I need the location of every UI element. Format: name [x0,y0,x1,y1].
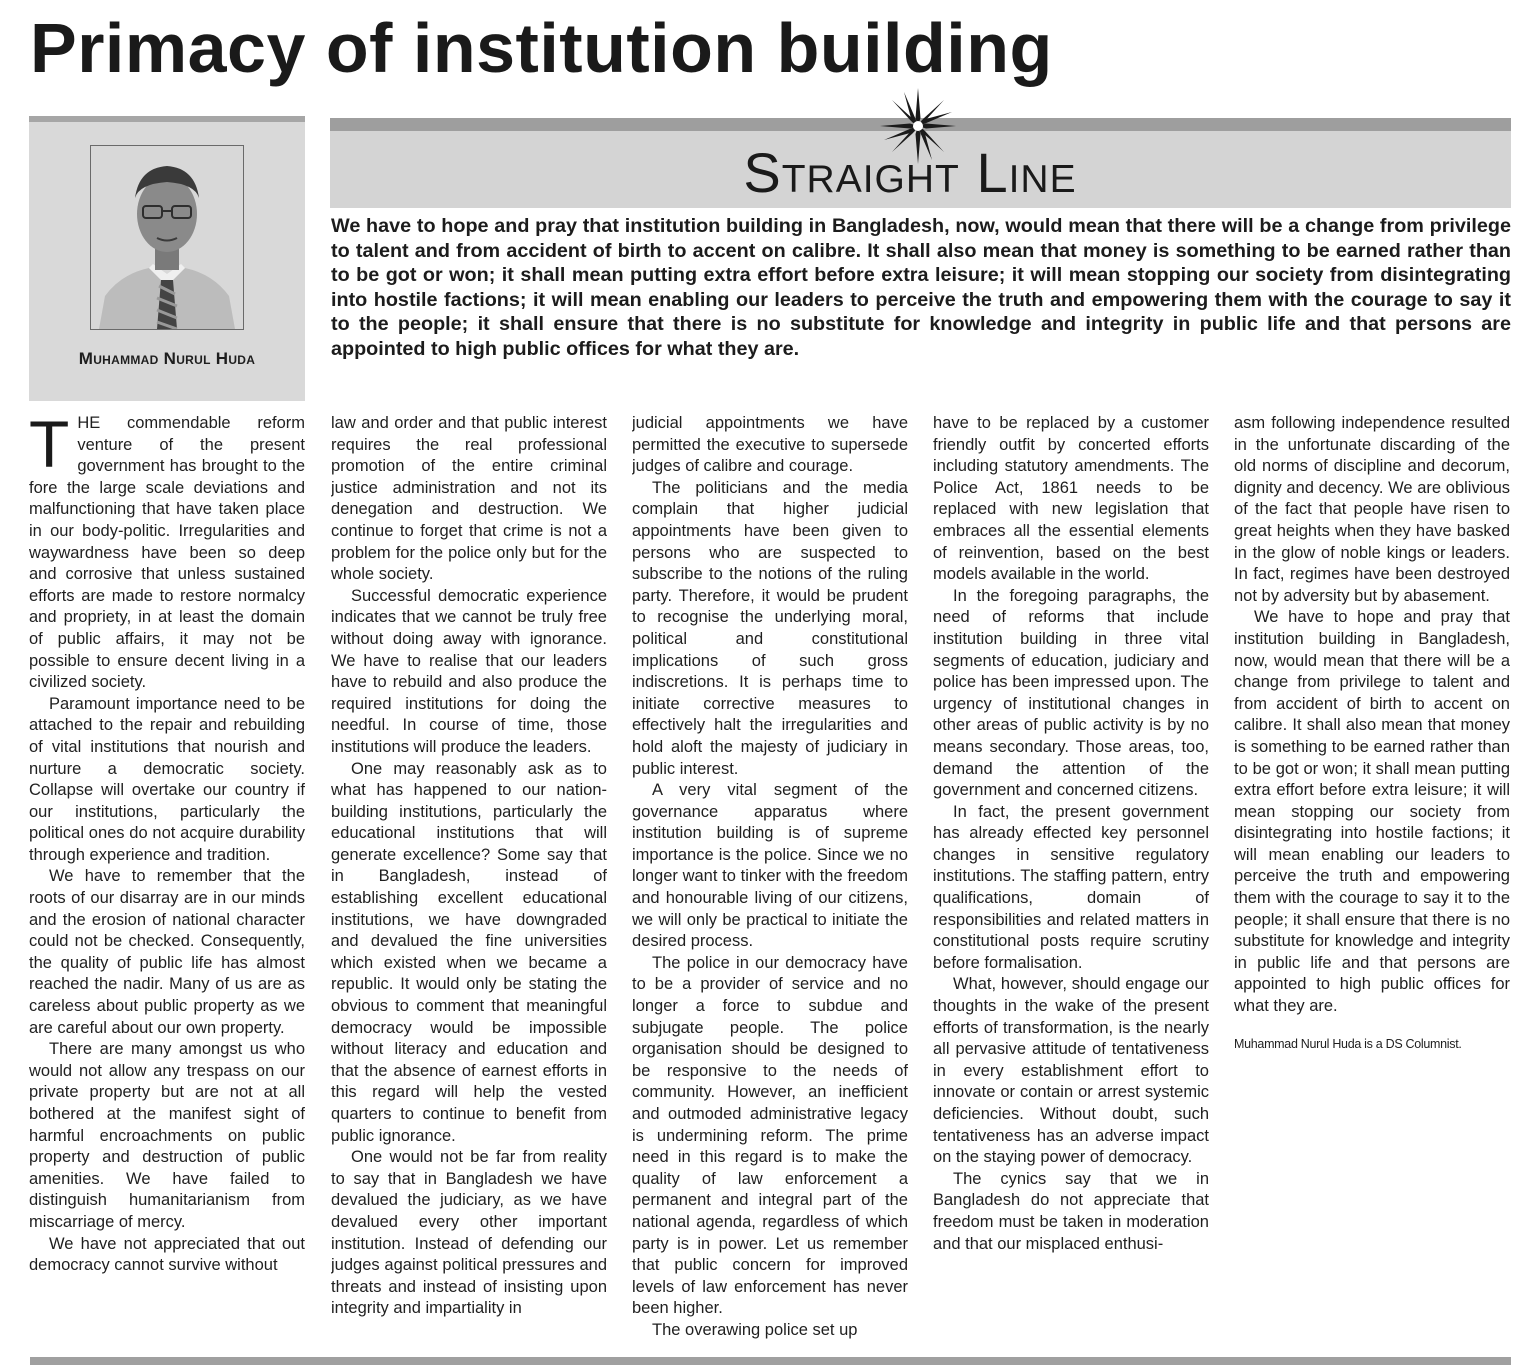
author-photo [90,145,244,330]
article-paragraph: Paramount importance need to be attached to the repair and rebuilding of vital institutions that nourish and nurture a democratic society. Collapse will overtake our country if our institutions, particularly the political ones do not acquire durability through experience and tradition. [29,694,305,864]
article-paragraph: One would not be far from reality to say that in Bangladesh we have devalued the judiciary, as we have devalued every other important institution. Instead of defending our judges against political pressures and threats and instead of insisting upon integrity and impartiality in [331,1148,607,1318]
article-paragraph: have to be replaced by a customer friendly outfit by concerted efforts including statutory amendments. The Police Act, 1861 needs to be replaced with new legislation that embraces all the essential elements of reinvention, based on the best models available in the world. [933,414,1209,584]
article-paragraph: asm following independence resulted in the unfortunate discarding of the old norms of discipline and decorum, dignity and decency. We are oblivious of the fact that people have risen to great heights when they have basked in the glow of noble kings or leaders. In fact, regimes have been destroyed not by adversity but by abasement. [1234,414,1510,605]
article-paragraph: The overawing police set up [652,1320,858,1339]
article-paragraph: We have not appreciated that out democracy cannot survive without [29,1234,305,1275]
article-paragraph: We have to remember that the roots of our disarray are in our minds and the erosion of national character could not be checked. Consequently, the quality of public life has almost reached the nadir. Many of us are as careless about public property as we are careful about our own property. [29,867,305,1037]
bottom-rule [30,1357,1511,1365]
article-paragraph-text: HE commendable reform venture of the present government has brought to the fore the large scale deviations and malfunctioning that have taken place in our body-politic. Irregularities and waywardness have been so deep and corrosive that unless sustained efforts are made to restore normalcy and propriety, in at least the domain of public affairs, it may not be possible to ensure decent living in a civilized society. [29,414,305,692]
article-column-4 [933,413,1209,1348]
article-paragraph: Successful democratic experience indicates that we cannot be truly free without doing away with ignorance. We have to realise that our leaders have to rebuild and also produce the required institutions for doing the needful. In course of time, those institutions will produce the leaders. [331,586,607,756]
author-tagline: Muhammad Nurul Huda is a DS Columnist. [1234,1036,1462,1051]
article-column-2 [331,413,607,1348]
article-paragraph: The politicians and the media complain that higher judicial appointments have been given to persons who are suspected to subscribe to the notions of the ruling party. Therefore, it would be prudent to recognise the underlying moral, political and constitutional implications of such gross indiscretions. It is perhaps time to initiate corrective measures to effectively halt the irregularities and hold aloft the majesty of judiciary in public interest. [632,478,908,778]
article-paragraph: There are many amongst us who would not allow any trespass on our private property but are not at all bothered at the manifest sight of harmful encroachments on public property and destruction of public amenities. We have failed to distinguish humanitarianism from miscarriage of mercy. [29,1040,305,1231]
article-paragraph: judicial appointments we have permitted the executive to supersede judges of calibre and courage. [632,414,908,476]
article-paragraph: What, however, should engage our thoughts in the wake of the present efforts of transformation, is the nearly all pervasive attitude of tentativeness in every establishment effort to innovate or contain or arrest systemic deficiencies. Without doubt, such tentativeness has an adverse impact on the staying power of democracy. [933,975,1209,1167]
article-column-3 [632,413,908,1348]
pullquote: We have to hope and pray that institution building in Bangladesh, now, would mean that there will be a change from privilege to talent and from accident of birth to accent on calibre. It shall also mean that money is something to be earned rather than to be got or won; it shall mean putting extra effort before extra leisure; it will mean stopping our society from disintegrating into hostile factions; it will mean enabling our leaders to perceive the truth and empowering them with the courage to say it to the people; it shall ensure that there is no substitute for knowledge and integrity in public life and that persons are appointed to high public offices for what they are. [331,215,1511,360]
headline: Primacy of institution building [30,9,1053,87]
article-paragraph: In fact, the present government has already effected key personnel changes in sensitive regulatory institutions. The staffing pattern, entry qualifications, domain of responsibilities and related matters in constitutional posts require scrutiny before formalisation. [933,802,1209,972]
article-paragraph [29,413,305,694]
article-paragraph: In the foregoing paragraphs, the need of reforms that include institution building in three vital segments of education, judiciary and police has been impressed upon. The urgency of institutional changes in other areas of public activity is by no means secondary. Those areas, too, demand the attention of the government and concerned citizens. [933,586,1209,800]
author-name: Muhammad Nurul Huda [78,349,256,368]
author-portrait-icon [91,146,243,329]
article-paragraph: A very vital segment of the governance apparatus where institution building is of supreme importance is the police. Since we no longer want to tinker with the freedom and honourable living of our citizens, we will only be practical to initiate the desired process. [632,781,908,951]
author-box [29,116,305,401]
article-column-1 [29,413,305,1348]
article-paragraph: One may reasonably ask as to what has happened to our nation-building institutions, particularly the educational institutions that will generate excellence? Some say that in Bangladesh, instead of establishing excellent educational institutions, we have downgraded and devalued the fine universities which existed when we became a republic. It would only be stating the obvious to comment that meaningful democracy would be impossible without literacy and education and that the absence of earnest efforts in this regard will help the vested quarters to continue to benefit from public ignorance. [331,759,607,1145]
column-name: Straight Line [743,141,1077,204]
article-column-5 [1234,413,1510,1348]
article-paragraph: We have to hope and pray that institution building in Bangladesh, now, would mean that there will be a change from privilege to talent and from accident of birth to accent on calibre. It shall also mean that money is something to be earned rather than to be got or won; it shall mean putting extra effort before extra leisure; it will mean stopping our society from disintegrating into hostile factions; it will mean enabling our leaders to perceive the truth and empowering them with the courage to say it to the people; it shall ensure that there is no substitute for knowledge and integrity in public life and that persons are appointed to high public offices for what they are. [1234,608,1510,1016]
article-paragraph: law and order and that public interest requires the real professional promotion of the entire criminal justice administration and not its denegation and destruction. We continue to forget that crime is not a problem for the police only but for the whole society. [331,414,607,584]
article-paragraph: The police in our democracy have to be a provider of service and no longer a force to subdue and subjugate people. The police organisation should be designed to be responsive to the needs of community. However, an inefficient and outmoded administrative legacy is undermining reform. The prime need in this regard is to make the quality of law enforcement a permanent and integral part of the national agenda, regardless of which party is in power. Let us remember that public concern for improved levels of law enforcement has never been higher. [632,953,908,1318]
article-paragraph: The cynics say that we in Bangladesh do not appreciate that freedom must be taken in moderation and that our misplaced enthusi- [933,1169,1209,1253]
drop-cap: T [29,413,70,481]
